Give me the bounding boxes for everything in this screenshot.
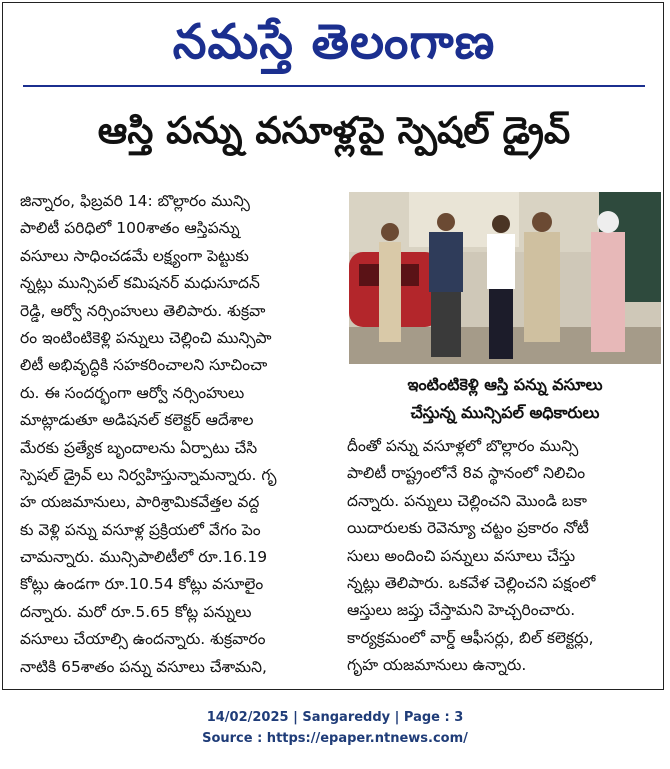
article-text-line: నాటికి 65శాతం పన్ను వసూలు చేశామని, xyxy=(20,657,267,676)
article-photo xyxy=(349,192,661,364)
clipping-frame xyxy=(2,2,664,690)
footer-source: Source : https://epaper.ntnews.com/ xyxy=(202,731,468,746)
article-text-line: కోట్లు ఉండగా రూ.10.54 కోట్లు వసూలైం xyxy=(20,575,264,594)
article-text-line: పాలిటీ పరిధిలో 100శాతం ఆస్తిపన్ను xyxy=(20,219,240,238)
article-text-line: మాట్లాడుతూ అడిషనల్ కలెక్టర్ ఆదేశాల xyxy=(20,411,254,430)
article-text-line: రు. ఈ సందర్భంగా ఆర్వో నర్సింహులు xyxy=(20,383,245,402)
article-text-line: జిన్నారం, ఫిబ్రవరి 14: బొల్లారం మున్సి xyxy=(20,192,250,210)
caption-line: ఇంటింటికెళ్లి ఆస్తి పన్ను వసూలు xyxy=(407,375,603,394)
photo-illustration xyxy=(349,192,661,364)
article-text-line: గృహ యజమానులు ఉన్నారు. xyxy=(347,656,527,675)
article-text-line: దన్నారు. పన్నులు చెల్లించని మొండి బకా xyxy=(347,491,587,510)
article-text-line: ఆస్తులు జప్తు చేస్తామని హెచ్చరించారు. xyxy=(347,601,576,620)
article-text-line: స్పెషల్ డ్రైవ్ లు నిర్వహిస్తున్నామన్నారు. గృ xyxy=(20,465,277,484)
article-text-line: దీంతో పన్ను వసూళ్లలో బొల్లారం మున్సి xyxy=(347,437,579,455)
photo-caption xyxy=(349,371,661,427)
article-text-line: లిటీ అభివృద్ధికి సహకరించాలని సూచించా xyxy=(20,356,268,375)
article-headline: ఆస్తి పన్ను వసూళ్లపై స్పెషల్ డ్రైవ్ xyxy=(97,109,571,152)
masthead-title: నమస్తే తెలంగాణ xyxy=(172,14,496,70)
masthead-rule xyxy=(23,85,645,87)
article-text-line: చామన్నారు. మున్సిపాలిటీలో రూ.16.19 xyxy=(20,548,268,567)
article-left-column xyxy=(20,188,334,681)
article-text-line: రెడ్డి, ఆర్వో నర్సింహులు తెలిపారు. శుక్రవా xyxy=(20,301,266,320)
article-text-line: సులు అందించి పన్నులు వసూలు చేస్తు xyxy=(347,546,576,565)
article-text-line: యిదారులకు రెవెన్యూ చట్టం ప్రకారం నోటీ xyxy=(347,519,589,538)
article-text-line: కార్యక్రమంలో వార్డ్ ఆఫీసర్లు, బిల్ కలెక్టర్లు, xyxy=(347,628,594,647)
caption-line: చేస్తున్న మున్సిపల్ అధికారులు xyxy=(410,403,600,422)
footer-date-edition: 14/02/2025 | Sangareddy | Page : 3 xyxy=(206,710,464,725)
article-right-column xyxy=(347,433,659,680)
article-text-line: న్నట్లు మున్సిపల్ కమిషనర్ మధుసూదన్ xyxy=(20,274,260,293)
article-text-line: రం ఇంటింటికెళ్లి పన్నులు చెల్లించి మున్సిపా xyxy=(20,328,272,347)
article-text-line: వసూలు చేయాల్సి ఉందన్నారు. శుక్రవారం xyxy=(20,630,266,649)
article-text-line: మేరకు ప్రత్యేక బృందాలను ఏర్పాటు చేసి xyxy=(20,438,258,457)
article-text-line: కు వెళ్లి పన్ను వసూళ్ల ప్రక్రియలో వేగం పెం xyxy=(20,520,261,539)
article-text-line: వసూలు సాధించడమే లక్ష్యంగా పెట్టుకు xyxy=(20,246,249,265)
article-text-line: పాలిటీ రాష్ట్రంలోనే 8వ స్థానంలో నిలిచిం xyxy=(347,464,586,483)
article-text-line: దన్నారు. మరో రూ.5.65 కోట్ల పన్నులు xyxy=(20,602,252,621)
article-text-line: న్నట్లు తెలిపారు. ఒకవేళ చెల్లించని పక్షంలో xyxy=(347,573,596,592)
article-text-line: హ యజమానులు, పారిశ్రామికవేత్తల వద్ద xyxy=(20,493,260,512)
